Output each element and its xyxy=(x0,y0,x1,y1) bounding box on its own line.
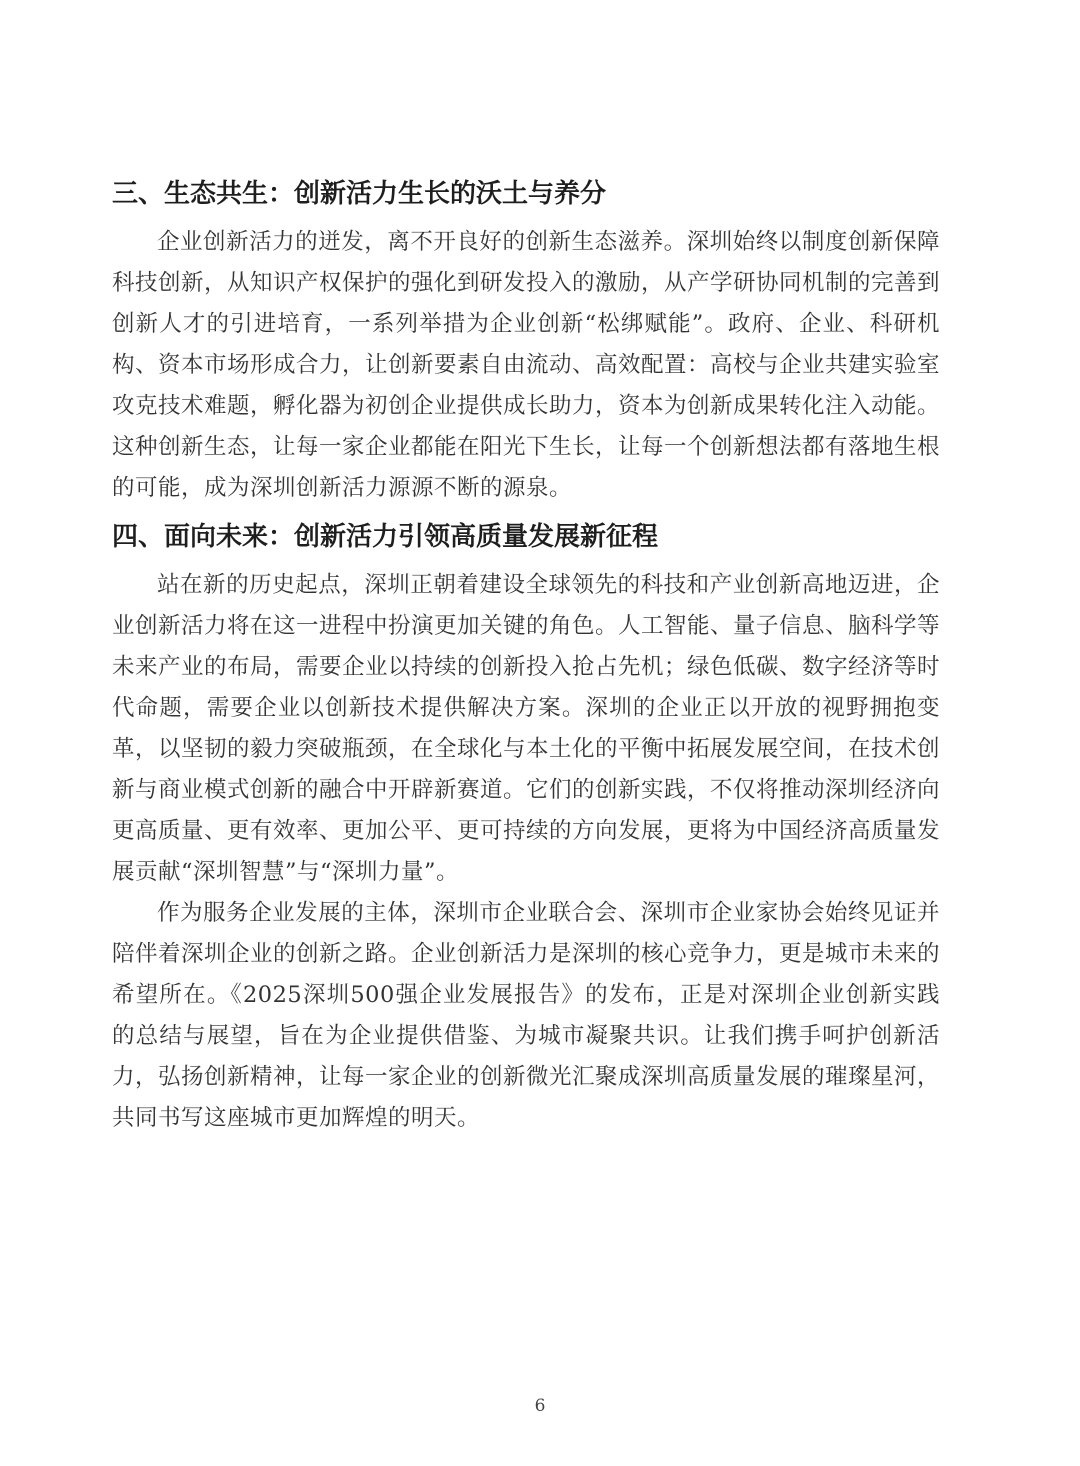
paragraph: 企业创新活力的迸发，离不开良好的创新生态滋养。深圳始终以制度创新保障科技创新，从知识产权保护的强化到研发投入的激励，从产学研协同机制的完善到创新人才的引进培育，一系列举措为企业创新“松绑赋能”。政府、企业、科研机构、资本市场形成合力，让创新要素自由流动、高效配置：高校与企业共建实验室攻克技术难题，孵化器为初创企业提供成长助力，资本为创新成果转化注入动能。这种创新生态，让每一家企业都能在阳光下生长，让每一个创新想法都有落地生根的可能，成为深圳创新活力源源不断的源泉。 xyxy=(112,229,941,501)
section-body-ecosystem xyxy=(112,222,940,509)
paragraph: 作为服务企业发展的主体，深圳市企业联合会、深圳市企业家协会始终见证并陪伴着深圳企业的创新之路。企业创新活力是深圳的核心竞争力，更是城市未来的希望所在。《2025深圳500强企业发展报告》的发布，正是对深圳企业创新实践的总结与展望，旨在为企业提供借鉴、为城市凝聚共识。让我们携手呵护创新活力，弘扬创新精神，让每一家企业的创新微光汇聚成深圳高质量发展的璀璨星河，共同书写这座城市更加辉煌的明天。 xyxy=(112,900,941,1131)
section-heading-ecosystem: 三、生态共生：创新活力生长的沃土与养分 xyxy=(112,179,607,209)
paragraph: 站在新的历史起点，深圳正朝着建设全球领先的科技和产业创新高地迈进，企业创新活力将在这一进程中扮演更加关键的角色。人工智能、量子信息、脑科学等未来产业的布局，需要企业以持续的创新投入抢占先机；绿色低碳、数字经济等时代命题，需要企业以创新技术提供解决方案。深圳的企业正以开放的视野拥抱变革，以坚韧的毅力突破瓶颈，在全球化与本土化的平衡中拓展发展空间，在技术创新与商业模式创新的融合中开辟新赛道。它们的创新实践，不仅将推动深圳经济向更高质量、更有效率、更加公平、更可持续的方向发展，更将为中国经济高质量发展贡献“深圳智慧”与“深圳力量”。 xyxy=(112,572,941,885)
section-body-future xyxy=(112,565,940,1139)
page-content xyxy=(112,172,940,1139)
section-heading-future: 四、面向未来：创新活力引领高质量发展新征程 xyxy=(112,522,659,552)
page-number: 6 xyxy=(534,1396,546,1416)
